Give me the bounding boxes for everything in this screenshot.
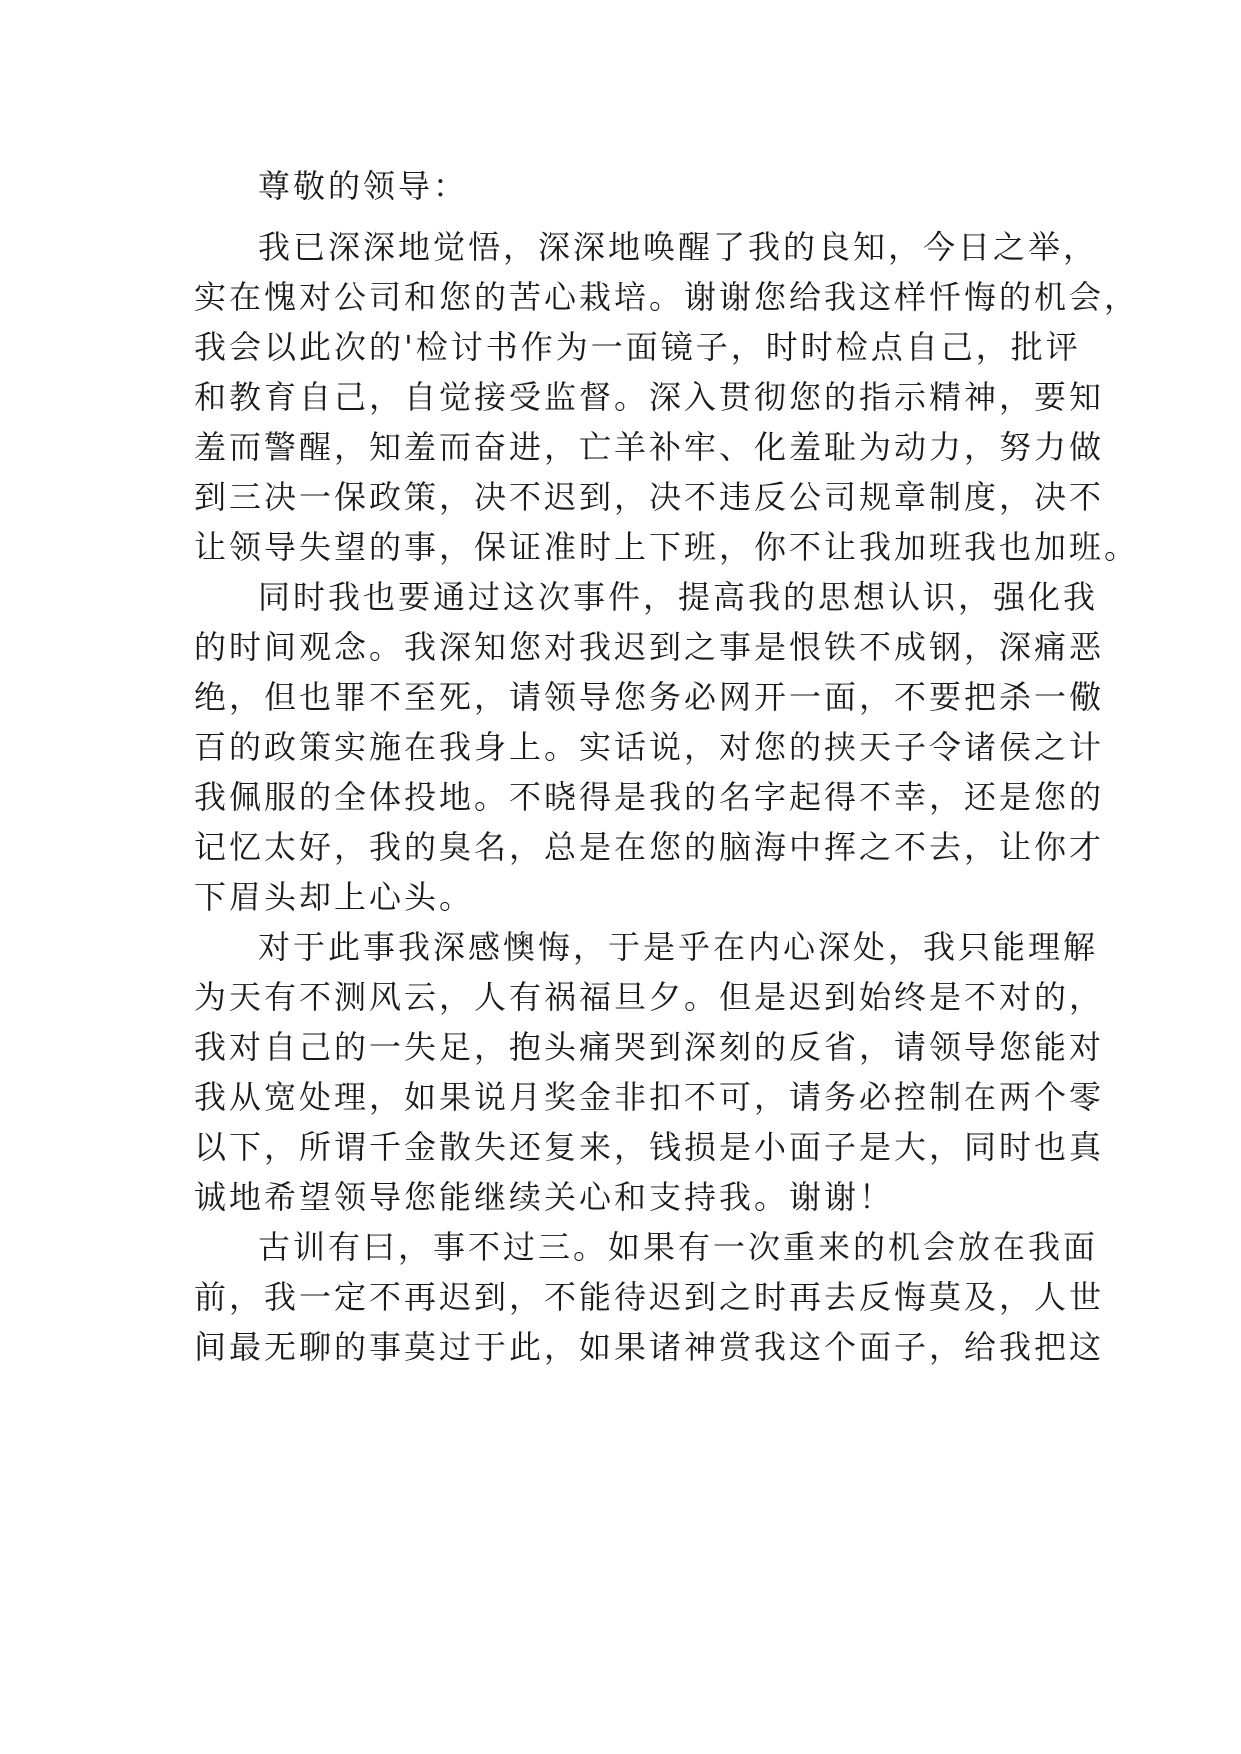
paragraph-line: 为天有不测风云，人有祸福旦夕。但是迟到始终是不对的， [194, 978, 1105, 1016]
paragraph-line: 我佩服的全体投地。不晓得是我的名字起得不幸，还是您的 [194, 778, 1105, 816]
paragraph-line: 记忆太好，我的臭名，总是在您的脑海中挥之不去，让你才 [194, 828, 1105, 866]
letter-body [194, 161, 1140, 1372]
paragraph-line: 诚地希望领导您能继续关心和支持我。谢谢！ [194, 1178, 895, 1216]
paragraph-1 [194, 222, 1140, 572]
paragraph-line: 我对自己的一失足，抱头痛哭到深刻的反省，请领导您能对 [194, 1028, 1105, 1066]
paragraph-line: 前，我一定不再迟到，不能待迟到之时再去反悔莫及，人世 [194, 1278, 1105, 1316]
paragraph-line: 下眉头却上心头。 [194, 878, 475, 916]
paragraph-line: 和教育自己，自觉接受监督。深入贯彻您的指示精神，要知 [194, 378, 1105, 416]
paragraph-line: 间最无聊的事莫过于此，如果诸神赏我这个面子，给我把这 [194, 1328, 1105, 1366]
paragraph-line: 实在愧对公司和您的苦心栽培。谢谢您给我这样忏悔的机会， [194, 278, 1140, 316]
paragraph-line: 百的政策实施在我身上。实话说，对您的挟天子令诸侯之计 [194, 728, 1105, 766]
salutation: 尊敬的领导： [258, 167, 469, 205]
paragraph-line: 的时间观念。我深知您对我迟到之事是恨铁不成钢，深痛恶 [194, 628, 1105, 666]
paragraph-line: 到三决一保政策，决不迟到，决不违反公司规章制度，决不 [194, 478, 1105, 516]
paragraph-line: 绝，但也罪不至死，请领导您务必网开一面，不要把杀一儆 [194, 678, 1105, 716]
paragraph-line: 同时我也要通过这次事件，提高我的思想认识，强化我 [258, 578, 1099, 616]
paragraph-line: 以下，所谓千金散失还复来，钱损是小面子是大，同时也真 [194, 1128, 1105, 1166]
paragraph-2 [194, 572, 1105, 922]
paragraph-3 [194, 922, 1105, 1222]
paragraph-line: 让领导失望的事，保证准时上下班，你不让我加班我也加班。 [194, 528, 1140, 566]
paragraph-line: 我会以此次的'检讨书作为一面镜子，时时检点自己，批评 [194, 328, 1081, 366]
paragraph-line: 古训有曰，事不过三。如果有一次重来的机会放在我面 [258, 1228, 1099, 1266]
paragraph-line: 对于此事我深感懊悔，于是乎在内心深处，我只能理解 [258, 928, 1099, 966]
paragraph-line: 我从宽处理，如果说月奖金非扣不可，请务必控制在两个零 [194, 1078, 1105, 1116]
paragraph-line: 我已深深地觉悟，深深地唤醒了我的良知，今日之举， [258, 228, 1099, 266]
paragraph-4 [194, 1222, 1105, 1372]
paragraph-line: 羞而警醒，知羞而奋进，亡羊补牢、化羞耻为动力，努力做 [194, 428, 1105, 466]
